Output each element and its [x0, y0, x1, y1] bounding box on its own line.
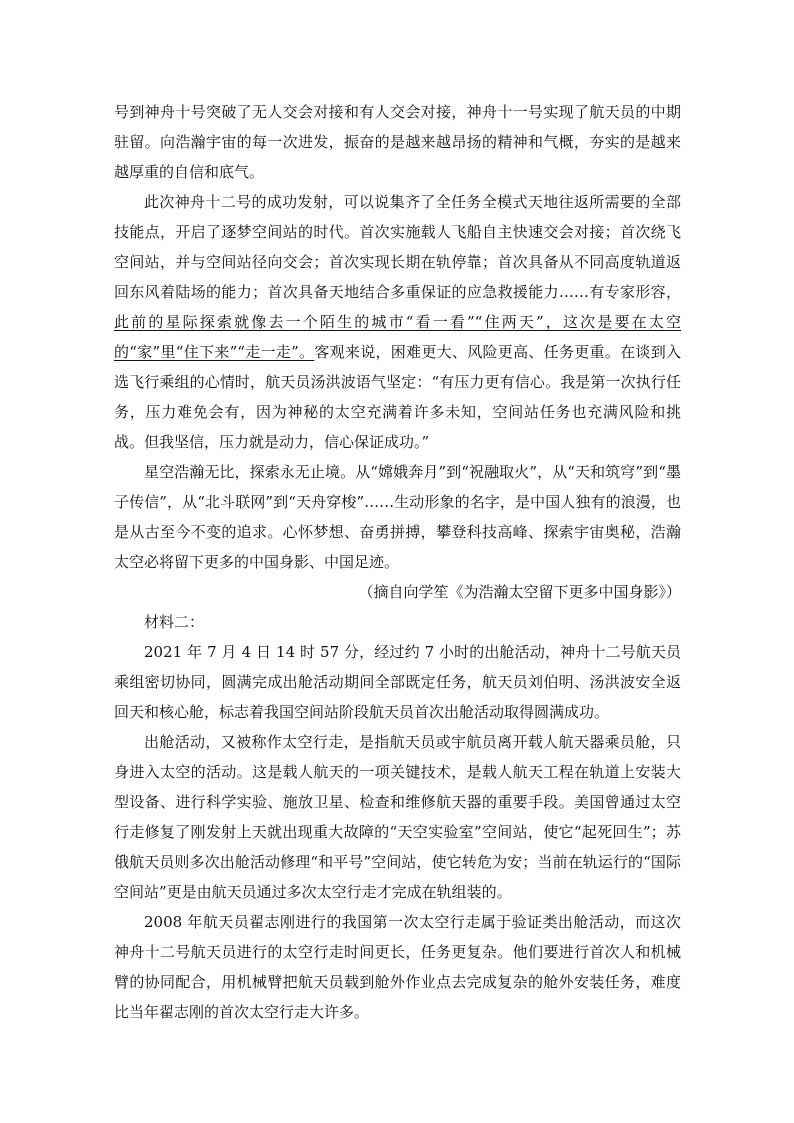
- underlined-sentence: 此前的星际探索就像去一个陌生的城市“看一看”“住两天”，这次是要在太空的“家”里“住下来”“走一走”。: [114, 313, 681, 361]
- paragraph-text: 此次神舟十二号的成功发射，可以说集齐了全任务全模式天地往返所需要的全部技能点，开启了逐梦空间站的时代。首次实施载人飞船自主快速交会对接；首次绕飞空间站，并与空间站径向交会；首次实现长期在轨停靠；首次具备从不同高度轨道返回东风着陆场的能力；首次具备天地结合多重保证的应急救援能力……有专家形容，: [114, 193, 681, 301]
- paragraph-intro-continuation: 号到神舟十号突破了无人交会对接和有人交会对接，神舟十一号实现了航天员的中期驻留。向浩瀚宇宙的每一次进发，振奋的是越来越昂扬的精神和气概，夯实的是越来越厚重的自信和底气。: [114, 103, 681, 181]
- source-citation: （摘自向学笙《为浩瀚太空留下更多中国身影》）: [358, 583, 681, 601]
- paragraph-spacewalk-date: 2021 年 7 月 4 日 14 时 57 分，经过约 7 小时的出舱活动，神舟十二号航天员乘组密切协同，圆满完成出舱活动期间全部既定任务，航天员刘伯明、汤洪波安全返回天和核心舱，标志着我国空间站阶段航天员首次出舱活动取得圆满成功。: [114, 643, 681, 721]
- document-page: [114, 97, 681, 1027]
- paragraph-text: 客观来说，困难更大、风险更高、任务更重。在谈到入选飞行乘组的心情时，航天员汤洪波语气坚定：“有压力更有信心。我是第一次执行任务，压力难免会有，因为神秘的太空充满着许多未知，空间站任务也充满风险和挑战。但我坚信，压力就是动力，信心保证成功。”: [114, 343, 681, 451]
- paragraph-2008-comparison: 2008 年航天员翟志刚进行的我国第一次太空行走属于验证类出舱活动，而这次神舟十二号航天员进行的太空行走时间更长，任务更复杂。他们要进行首次人和机械臂的协同配合，用机械臂把航天员载到舱外作业点去完成复杂的舱外安装任务，难度比当年翟志刚的首次太空行走大许多。: [114, 913, 681, 1021]
- paragraph-shenzhou-12-launch: [114, 187, 681, 457]
- paragraph-space-exploration: 星空浩瀚无比，探索永无止境。从“嫦娥奔月”到“祝融取火”，从“天和筑穹”到“墨子传信”，从“北斗联网”到“天舟穿梭”……生动形象的名字，是中国人独有的浪漫，也是从古至今不变的追求。心怀梦想、奋勇拼搏，攀登科技高峰、探索宇宙奥秘，浩瀚太空必将留下更多的中国身影、中国足迹。: [114, 463, 681, 571]
- material-2-heading: 材料二：: [144, 613, 205, 631]
- paragraph-spacewalk-definition: 出舱活动，又被称作太空行走，是指航天员或宇航员离开载人航天器乘员舱，只身进入太空的活动。这是载人航天的一项关键技术，是载人航天工程在轨道上安装大型设备、进行科学实验、施放卫星、检查和维修航天器的重要手段。美国曾通过太空行走修复了刚发射上天就出现重大故障的“天空实验室”空间站，使它“起死回生”；苏俄航天员则多次出舱活动修理“和平号”空间站，使它转危为安；当前在轨运行的“国际空间站”更是由航天员通过多次太空行走才完成在轨组装的。: [114, 733, 681, 901]
